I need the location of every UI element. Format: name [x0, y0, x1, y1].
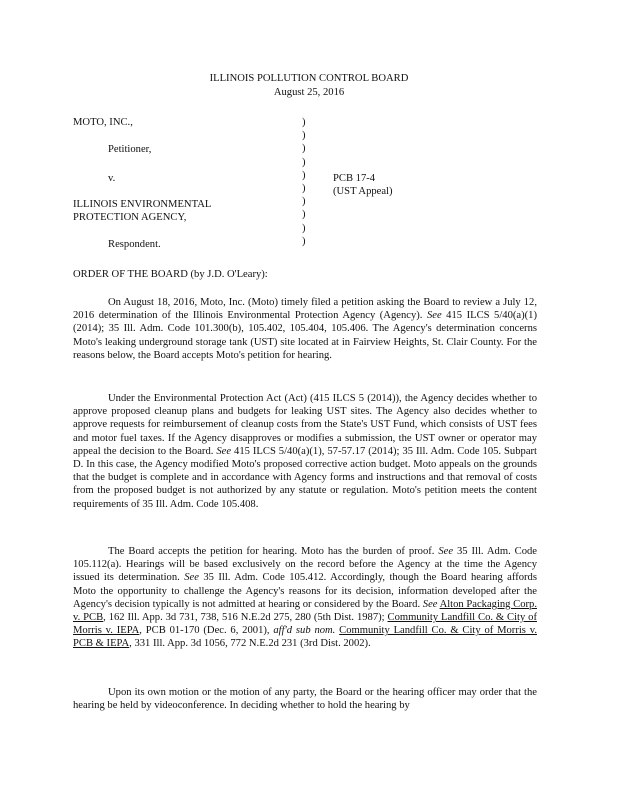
- case-citation: Community Landfill Co. & City of Morris v. PCB & IEPA: [73, 625, 537, 650]
- case-citation: Community Landfill Co. & City of Morris v. IEPA: [73, 612, 537, 637]
- board-name: ILLINOIS POLLUTION CONTROL BOARD: [209, 73, 409, 84]
- petitioner-role: Petitioner,: [108, 144, 152, 155]
- caption-paren: ): [302, 117, 306, 128]
- caption-paren: ): [302, 209, 306, 221]
- caption-paren: ): [302, 169, 306, 181]
- case-number: PCB 17-4: [333, 173, 376, 184]
- respondent-name-line2: PROTECTION AGENCY,: [73, 212, 187, 223]
- case-citation: Alton Packaging Corp. v. PCB: [73, 598, 537, 624]
- versus: v.: [108, 173, 116, 184]
- petitioner-name: MOTO, INC.,: [73, 117, 133, 128]
- caption-paren: ): [302, 130, 306, 142]
- caption-paren: ): [302, 196, 306, 208]
- caption-parentheses: [302, 116, 312, 248]
- order-date: August 25, 2016: [273, 87, 345, 98]
- paragraph-1: On August 18, 2016, Moto, Inc. (Moto) timely filed a petition asking the Board to review a July 12, 2016 determination of the Illinois Environmental Protection Agency (Agency). See 415 ILCS 5/40(a)(1) (2014); 35 Ill. Adm. Code 101.300(b), 105.402, 105.404, 105.406. The Agency's determination concerns Moto's leaking underground storage tank (UST) site located at in Fairview Heights, St. Clair County. For the reasons below, the Board accepts Moto's petition for hearing.: [73, 297, 537, 361]
- see-signal: See: [438, 546, 454, 557]
- respondent-name-line1: ILLINOIS ENVIRONMENTAL: [73, 199, 212, 210]
- caption-paren: ): [302, 182, 306, 194]
- see-signal: See: [216, 445, 232, 457]
- see-signal: See: [426, 310, 442, 322]
- caption-paren: ): [302, 156, 306, 168]
- affd-signal: aff'd sub nom.: [273, 625, 336, 637]
- caption-paren: ): [302, 235, 306, 247]
- see-signal: See: [422, 598, 438, 610]
- caption-paren: ): [302, 222, 306, 234]
- respondent-role: Respondent.: [108, 239, 161, 250]
- case-type: (UST Appeal): [333, 186, 393, 197]
- paragraph-4: Upon its own motion or the motion of any party, the Board or the hearing officer may order that the hearing be held by videoconference. In deciding whether to hold the hearing by: [73, 687, 537, 712]
- paragraph-3: The Board accepts the petition for hearing. Moto has the burden of proof. See 35 Ill. Adm. Code 105.112(a). Hearings will be based exclusively on the record before the Agency at the time the Agency issued its determination. See 35 Ill. Adm. Code 105.412. Accordingly, though the Board hearing affords Moto the opportunity to challenge the Agency's reasons for its decision, information developed after the Agency's decision typically is not admitted at hearing or considered by the Board. See Alton Packaging Corp. v. PCB, 162 Ill. App. 3d 731, 738, 516 N.E.2d 275, 280 (5th Dist. 1987); Community Landfill Co. & City of Morris v. IEPA, PCB 01-170 (Dec. 6, 2001), aff'd sub nom. Community Landfill Co. & City of Morris v. PCB & IEPA, 331 Ill. App. 3d 1056, 772 N.E.2d 231 (3rd Dist. 2002).: [73, 546, 537, 650]
- caption-paren: ): [302, 143, 306, 155]
- order-title: ORDER OF THE BOARD (by J.D. O'Leary):: [73, 269, 268, 280]
- see-signal: See: [184, 572, 199, 584]
- paragraph-2: Under the Environmental Protection Act (Act) (415 ILCS 5 (2014)), the Agency decides whether to approve proposed cleanup plans and budgets for leaking UST sites. The Agency also decides whether to approve requests for reimbursement of cleanup costs from the State's UST Fund, which consists of UST fees and motor fuel taxes. If the Agency disapproves or modifies a submission, the UST owner or operator may appeal the decision to the Board. See 415 ILCS 5/40(a)(1), 57-57.17 (2014); 35 Ill. Adm. Code 105. Subpart D. In this case, the Agency modified Moto's proposed corrective action budget. Moto appeals on the grounds that the budget is complete and in accordance with Agency forms and instructions and that removal of costs from the proposed budget is not authorized by any statute or regulation. Moto's petition meets the content requirements of 35 Ill. Adm. Code 105.408.: [73, 393, 537, 510]
